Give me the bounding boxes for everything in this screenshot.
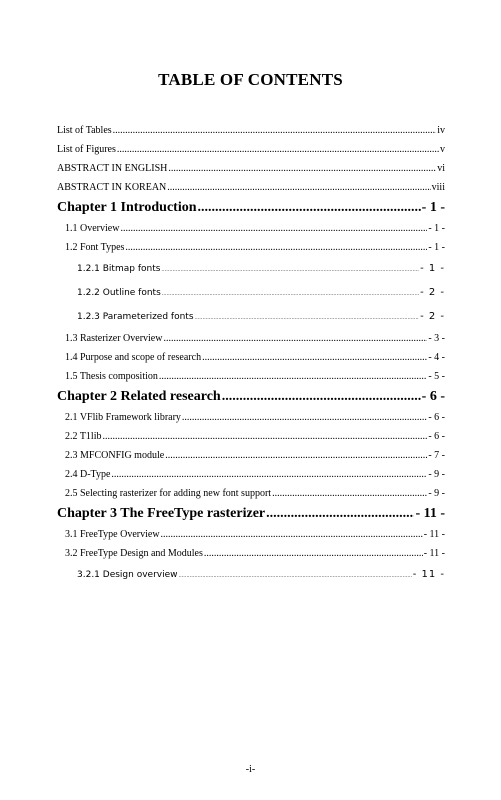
dot-leader [179,564,412,588]
toc-entry-label: 1.3 Rasterizer Overview [65,333,163,344]
toc-entry-section [57,427,445,446]
toc-entry-page: - 9 - [428,469,445,480]
toc-entry-front [57,159,445,178]
toc-entry-page: - 2 - [420,311,445,322]
dot-leader [125,238,427,257]
dot-leader [195,306,420,330]
toc-entry-page: - 1 - [428,242,445,253]
toc-entry-label: 2.5 Selecting rasterizer for adding new font support [65,488,272,499]
toc-entry-page: - 4 - [428,352,445,363]
toc-entry-page: - 11 - [423,548,445,559]
toc-entry-sub [57,281,445,305]
dot-leader [222,386,421,408]
toc-entry-front [57,121,445,140]
toc-entry-section [57,525,445,544]
toc-entry-label: 2.3 MFCONFIG module [65,450,165,461]
toc-entry-page: - 11 - [412,569,445,580]
toc-entry-label: 2.4 D-Type [65,469,111,480]
toc-entry-page: - 9 - [428,488,445,499]
dot-leader [266,503,414,525]
toc-entry-sub [57,305,445,329]
toc-entry-chapter [57,197,445,219]
toc-entry-page: - 6 - [428,431,445,442]
toc-entry-label: 1.1 Overview [65,223,120,234]
toc-entry-label: Chapter 1 Introduction [57,200,197,215]
toc-entry-label: 3.2 FreeType Design and Modules [65,548,203,559]
toc-entry-page: - 6 - [421,389,445,404]
toc-entry-section [57,544,445,563]
toc-entry-label: 3.2.1 Design overview [77,570,178,580]
dot-leader [161,258,419,282]
toc-entry-label: 2.2 T1lib [65,431,102,442]
toc-entry-page: - 11 - [423,529,445,540]
toc-entry-section [57,348,445,367]
toc-entry-front [57,140,445,159]
toc-entry-sub [57,563,445,587]
toc-entry-section [57,484,445,503]
toc-entry-label: ABSTRACT IN ENGLISH [57,163,168,174]
toc-entry-section [57,367,445,386]
dot-leader [162,282,419,306]
toc-entry-page: - 1 - [428,223,445,234]
toc-entry-label: List of Figures [57,144,116,155]
dot-leader [272,484,427,503]
dot-leader [120,219,427,238]
toc-entry-page: iv [437,125,445,136]
dot-leader [111,465,427,484]
toc-entry-label: 1.2.2 Outline fonts [77,288,161,298]
dot-leader [168,159,436,178]
dot-leader [102,427,427,446]
toc-entry-label: 1.2.1 Bitmap fonts [77,264,161,274]
page-number: -i- [245,764,256,775]
toc-entry-page: - 6 - [428,412,445,423]
dot-leader [198,197,421,219]
toc-entry-section [57,329,445,348]
dot-leader [167,178,430,197]
toc-entry-label: 1.2 Font Types [65,242,125,253]
toc-entry-section [57,465,445,484]
toc-entry-label: 1.2.3 Parameterized fonts [77,312,194,322]
dot-leader [202,348,427,367]
toc-entry-page: - 11 - [415,506,445,521]
toc-entry-front [57,178,445,197]
toc-entry-sub [57,257,445,281]
toc-entry-page: vi [437,163,445,174]
toc-entry-page: - 2 - [420,287,445,298]
page-title: TABLE OF CONTENTS [158,70,343,89]
toc-entry-page: viii [431,182,445,193]
toc-entry-chapter [57,386,445,408]
toc-entry-page: - 1 - [420,263,445,274]
toc-entry-label: Chapter 3 The FreeType rasterizer [57,506,266,521]
toc-entry-page: - 3 - [428,333,445,344]
dot-leader [182,408,427,427]
dot-leader [165,446,427,465]
toc-entry-label: 1.4 Purpose and scope of research [65,352,202,363]
table-of-contents [57,121,445,587]
toc-entry-label: ABSTRACT IN KOREAN [57,182,167,193]
toc-entry-section [57,446,445,465]
dot-leader [113,121,437,140]
toc-entry-chapter [57,503,445,525]
toc-entry-page: - 7 - [428,450,445,461]
dot-leader [161,525,423,544]
dot-leader [117,140,439,159]
toc-entry-section [57,219,445,238]
toc-entry-page: - 1 - [421,200,445,215]
toc-entry-page: - 5 - [428,371,445,382]
toc-entry-section [57,238,445,257]
dot-leader [204,544,423,563]
toc-entry-label: 2.1 VFlib Framework library [65,412,181,423]
dot-leader [163,329,427,348]
toc-entry-label: 3.1 FreeType Overview [65,529,160,540]
toc-entry-label: List of Tables [57,125,112,136]
toc-entry-label: 1.5 Thesis composition [65,371,158,382]
toc-entry-label: Chapter 2 Related research [57,389,221,404]
toc-entry-page: v [440,144,445,155]
toc-entry-section [57,408,445,427]
dot-leader [159,367,427,386]
